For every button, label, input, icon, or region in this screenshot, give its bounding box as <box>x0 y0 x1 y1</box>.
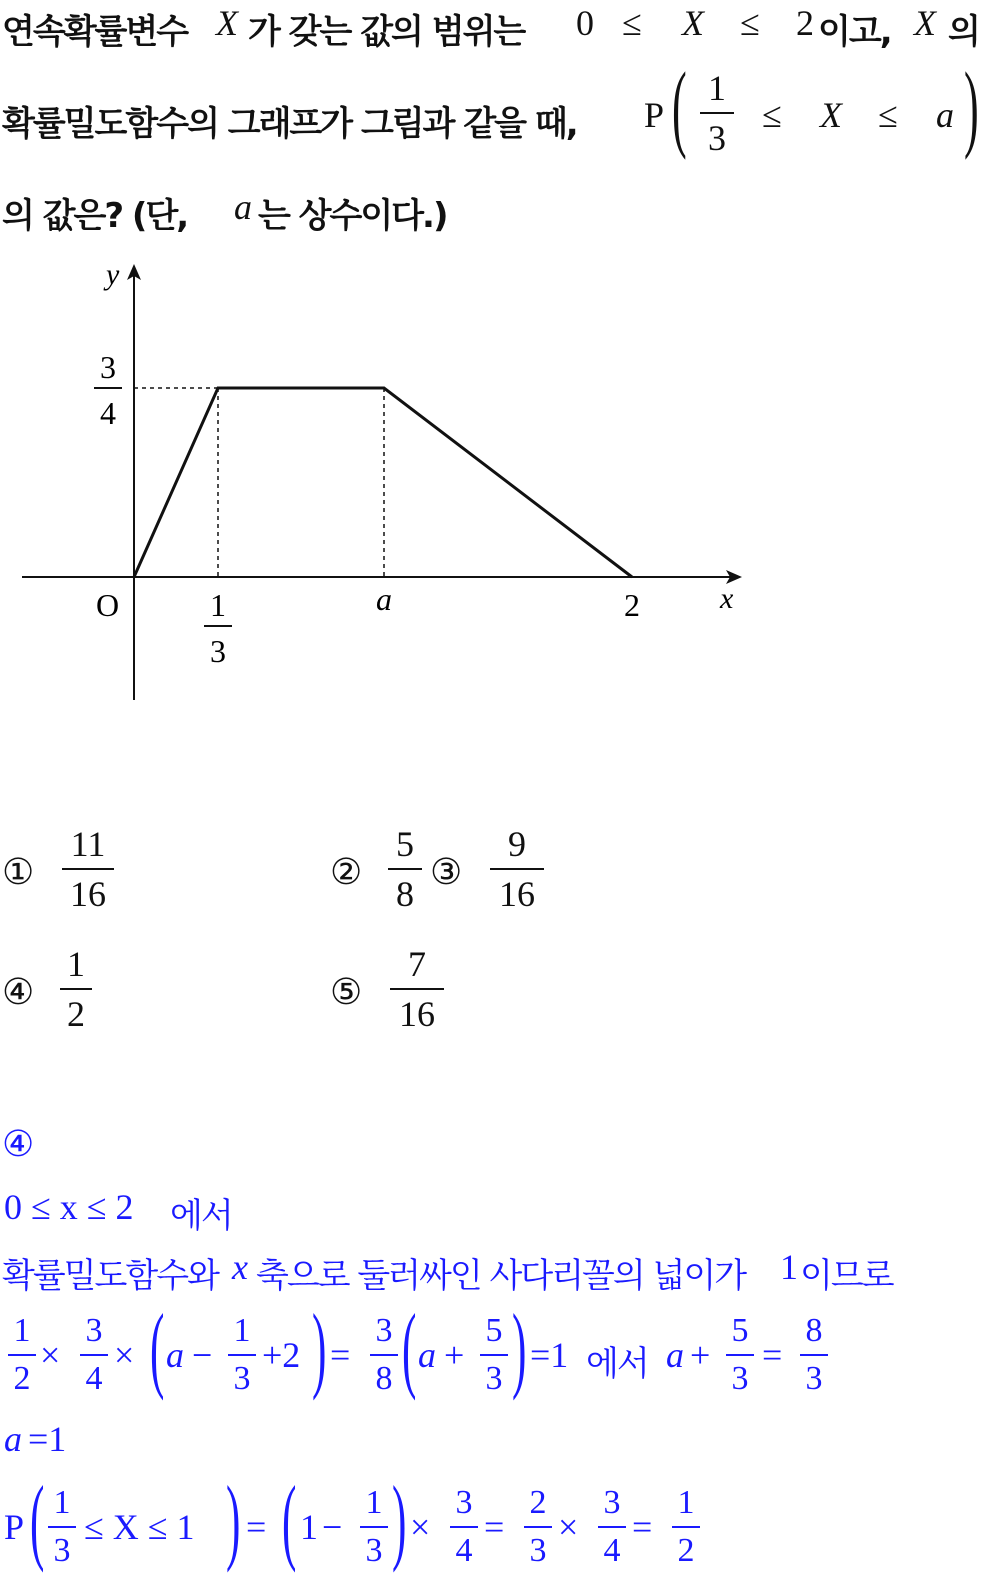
choice-3-fraction[interactable]: 9 16 <box>490 826 544 912</box>
leq-symbol: ≤ <box>740 3 760 43</box>
prob-p: P <box>4 1507 25 1547</box>
leq-symbol: ≤ <box>622 3 642 43</box>
fraction: 3 8 <box>370 1314 398 1396</box>
fraction: 1 3 <box>228 1314 256 1396</box>
right-paren: ) <box>312 1294 327 1401</box>
equals-one: =1 <box>28 1419 67 1459</box>
solution-text: 확률밀도함수와 <box>2 1256 218 1296</box>
choice-marker-5[interactable]: ⑤ <box>330 972 363 1013</box>
origin-label: O <box>96 587 120 623</box>
times-symbol: × <box>114 1335 135 1375</box>
density-curve <box>134 388 632 577</box>
prob-p: P <box>644 95 665 135</box>
math-one: 1 <box>780 1247 798 1287</box>
equals-symbol: = <box>762 1335 783 1375</box>
variable-a: a <box>234 187 252 227</box>
choice-1-fraction[interactable]: 11 16 <box>62 826 114 912</box>
variable-a: a <box>166 1335 184 1375</box>
solution-text: 에서 <box>170 1196 232 1236</box>
question-text: 의 값은? (단, <box>2 196 188 236</box>
left-paren: ( <box>282 1466 297 1573</box>
solution-range: 0 ≤ x ≤ 2 <box>4 1187 134 1227</box>
fraction: 8 3 <box>800 1314 828 1396</box>
question-text: 연속확률변수 <box>2 12 188 52</box>
fraction: 3 4 <box>80 1314 108 1396</box>
x-tick-denominator: 3 <box>210 633 226 669</box>
inequality-text: ≤ X ≤ 1 <box>84 1507 195 1547</box>
minus-symbol: − <box>192 1335 213 1375</box>
variable-a: a <box>666 1335 684 1375</box>
left-paren: ( <box>672 53 687 161</box>
question-text: 확률밀도함수의 그래프가 그림과 같을 때, <box>2 104 577 144</box>
x-axis-label: x <box>720 582 734 615</box>
plus-two: +2 <box>262 1335 301 1375</box>
variable-x: X <box>820 95 842 135</box>
variable-a: a <box>936 95 954 135</box>
solution-text: 축으로 둘러싸인 사다리꼴의 넓이가 <box>256 1256 746 1296</box>
choice-marker-3[interactable]: ③ <box>430 852 463 893</box>
fraction: 5 3 <box>480 1314 508 1396</box>
left-paren: ( <box>30 1466 45 1573</box>
equals-symbol: = <box>632 1507 653 1547</box>
fraction: 1 2 <box>8 1314 36 1396</box>
left-paren: ( <box>150 1294 165 1401</box>
variable-x: X <box>914 3 936 43</box>
variable-x: X <box>216 3 238 43</box>
left-paren: ( <box>402 1294 417 1401</box>
fraction: 5 3 <box>726 1314 754 1396</box>
question-text: 의 <box>948 12 979 52</box>
plus-symbol: + <box>690 1335 711 1375</box>
y-tick-denominator: 4 <box>100 395 116 431</box>
density-graph <box>0 250 760 710</box>
times-symbol: × <box>40 1335 61 1375</box>
solution-text: 이므로 <box>800 1256 893 1296</box>
equals-one: =1 <box>530 1335 569 1375</box>
question-text: 이고, <box>818 12 891 52</box>
choice-4-fraction[interactable]: 1 2 <box>60 946 92 1032</box>
x-tick-two: 2 <box>624 587 640 623</box>
choice-2-fraction[interactable]: 5 8 <box>388 826 422 912</box>
choice-marker-4[interactable]: ④ <box>2 972 35 1013</box>
right-paren: ) <box>226 1466 241 1573</box>
y-axis-label: y <box>106 258 120 291</box>
choice-marker-1[interactable]: ① <box>2 852 35 893</box>
right-paren: ) <box>392 1466 407 1573</box>
variable-a: a <box>418 1335 436 1375</box>
fraction: 3 4 <box>450 1486 478 1568</box>
x-tick-a: a <box>376 581 392 617</box>
fraction: 1 2 <box>672 1486 700 1568</box>
variable-x: X <box>682 3 704 43</box>
times-symbol: × <box>410 1507 431 1547</box>
question-text: 가 갖는 값의 범위는 <box>248 12 525 52</box>
equals-symbol: = <box>246 1507 267 1547</box>
fraction: 2 3 <box>524 1486 552 1568</box>
fraction: 3 4 <box>598 1486 626 1568</box>
right-paren: ) <box>964 53 979 161</box>
variable-x: x <box>232 1247 248 1287</box>
times-symbol: × <box>558 1507 579 1547</box>
leq-symbol: ≤ <box>878 95 898 135</box>
math-one: 1 <box>300 1507 318 1547</box>
plus-symbol: + <box>444 1335 465 1375</box>
minus-symbol: − <box>322 1507 343 1547</box>
y-tick-numerator: 3 <box>100 349 116 385</box>
math-zero: 0 <box>576 3 594 43</box>
right-paren: ) <box>512 1294 527 1401</box>
solution-text: 에서 <box>586 1344 648 1384</box>
equals-symbol: = <box>330 1335 351 1375</box>
question-text: 는 상수이다.) <box>258 196 447 236</box>
leq-symbol: ≤ <box>762 95 782 135</box>
choice-5-fraction[interactable]: 7 16 <box>390 946 444 1032</box>
fraction: 1 3 <box>48 1486 76 1568</box>
fraction-one-third: 1 3 <box>700 70 734 156</box>
choice-marker-2[interactable]: ② <box>330 852 363 893</box>
variable-a: a <box>4 1419 22 1459</box>
fraction: 1 3 <box>360 1486 388 1568</box>
x-tick-numerator: 1 <box>210 587 226 623</box>
solution-answer: ④ <box>2 1124 35 1165</box>
math-two: 2 <box>796 3 814 43</box>
equals-symbol: = <box>484 1507 505 1547</box>
